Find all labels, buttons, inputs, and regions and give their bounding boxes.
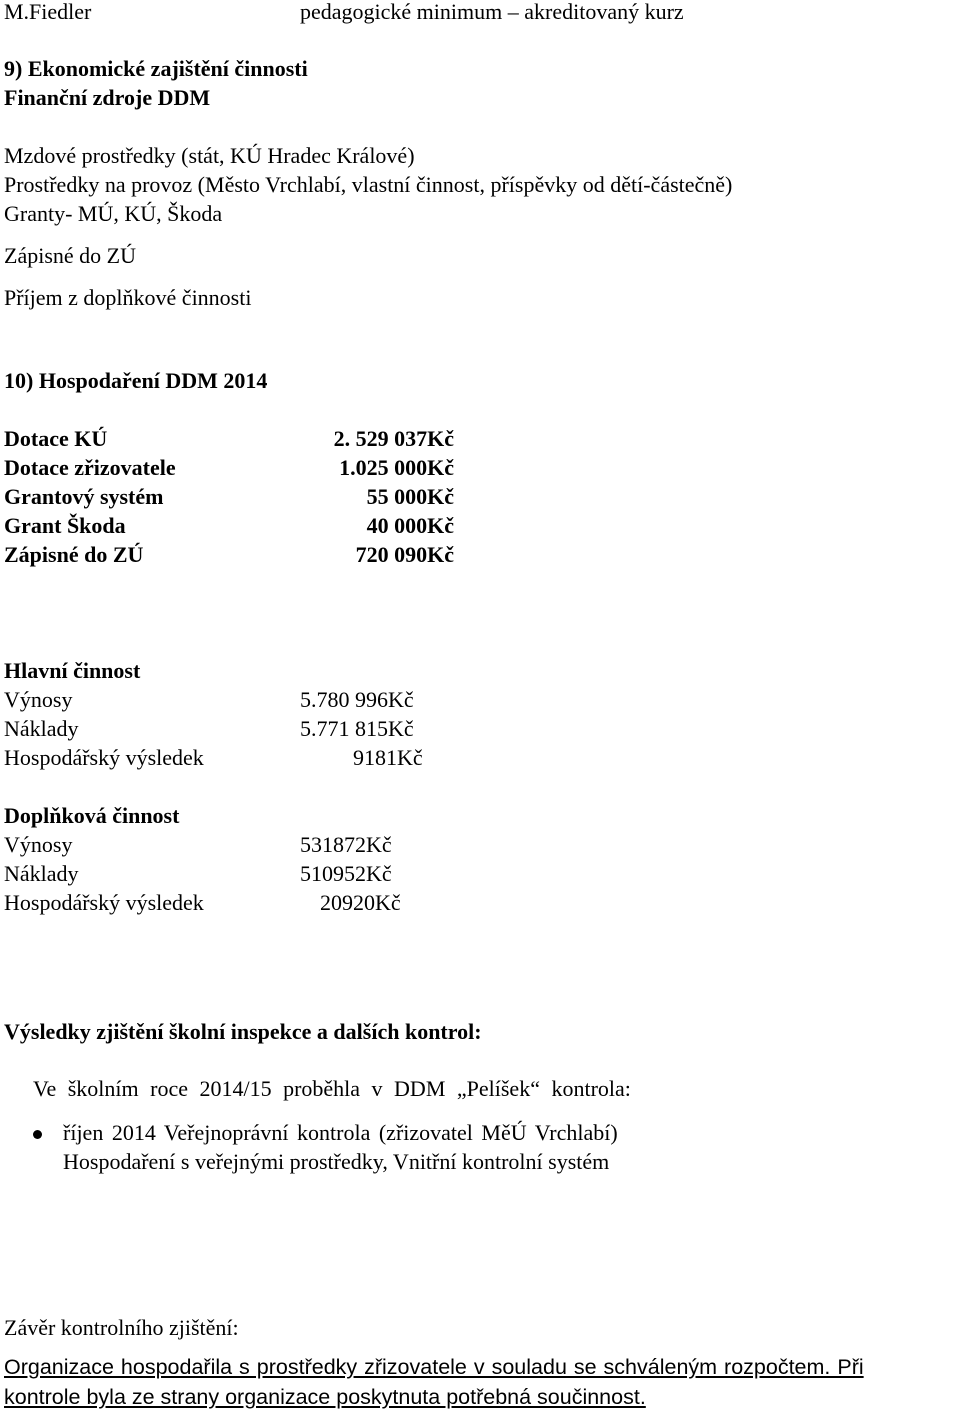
budget-value: 55 000Kč [366, 484, 454, 509]
section9-line: Příjem z doplňkové činnosti [4, 285, 252, 310]
inspection-intro: Ve školním roce 2014/15 proběhla v DDM „Pelíšek“ kontrola: [33, 1076, 631, 1101]
inspection-bullet-line: Hospodaření s veřejnými prostředky, Vnitřní kontrolní systém [63, 1149, 610, 1174]
main-activity-label: Náklady [4, 716, 79, 741]
budget-label: Dotace zřizovatele [4, 455, 176, 480]
main-activity-title: Hlavní činnost [4, 658, 141, 683]
budget-value: 720 090Kč [355, 542, 454, 567]
side-activity-label: Výnosy [4, 832, 73, 857]
section9-title: 9) Ekonomické zajištění činnosti [4, 56, 308, 81]
conclusion-title: Závěr kontrolního zjištění: [4, 1315, 239, 1340]
side-activity-value: 510952Kč [300, 861, 392, 886]
budget-value: 2. 529 037Kč [333, 426, 454, 451]
budget-label: Dotace KÚ [4, 426, 108, 451]
budget-value: 1.025 000Kč [339, 455, 454, 480]
section9-line: Mzdové prostředky (stát, KÚ Hradec Králové) [4, 143, 415, 168]
conclusion-text: kontrole byla ze strany organizace poskytnuta potřebná součinnost. [4, 1385, 646, 1409]
section9-line: Prostředky na provoz (Město Vrchlabí, vlastní činnost, příspěvky od dětí-částečně) [4, 172, 733, 197]
side-activity-title: Doplňková činnost [4, 803, 180, 828]
side-activity-value: 531872Kč [300, 832, 392, 857]
main-activity-label: Výnosy [4, 687, 73, 712]
budget-label: Zápisné do ZÚ [4, 542, 144, 567]
side-activity-label: Hospodářský výsledek [4, 890, 204, 915]
section10-title: 10) Hospodaření DDM 2014 [4, 368, 268, 393]
main-activity-label: Hospodářský výsledek [4, 745, 204, 770]
budget-value: 40 000Kč [366, 513, 454, 538]
section9-subtitle: Finanční zdroje DDM [4, 85, 211, 110]
main-activity-value: 5.780 996Kč [300, 687, 414, 712]
side-activity-label: Náklady [4, 861, 79, 886]
section9-line: Granty- MÚ, KÚ, Škoda [4, 201, 223, 226]
header-course: pedagogické minimum – akreditovaný kurz [300, 0, 684, 24]
conclusion-text: Organizace hospodařila s prostředky zřizovatele v souladu se schváleným rozpočtem. Při [4, 1355, 864, 1379]
side-activity-value: 20920Kč [320, 890, 401, 915]
inspection-bullet-line: říjen 2014 Veřejnoprávní kontrola (zřizovatel MěÚ Vrchlabí) [63, 1120, 618, 1145]
inspection-title: Výsledky zjištění školní inspekce a dalších kontrol: [4, 1019, 482, 1044]
main-activity-value: 5.771 815Kč [300, 716, 414, 741]
budget-label: Grant Škoda [4, 513, 126, 538]
section9-line: Zápisné do ZÚ [4, 243, 136, 268]
budget-label: Grantový systém [4, 484, 164, 509]
bullet-icon [33, 1130, 42, 1139]
main-activity-value: 9181Kč [353, 745, 423, 770]
header-author: M.Fiedler [4, 0, 92, 24]
